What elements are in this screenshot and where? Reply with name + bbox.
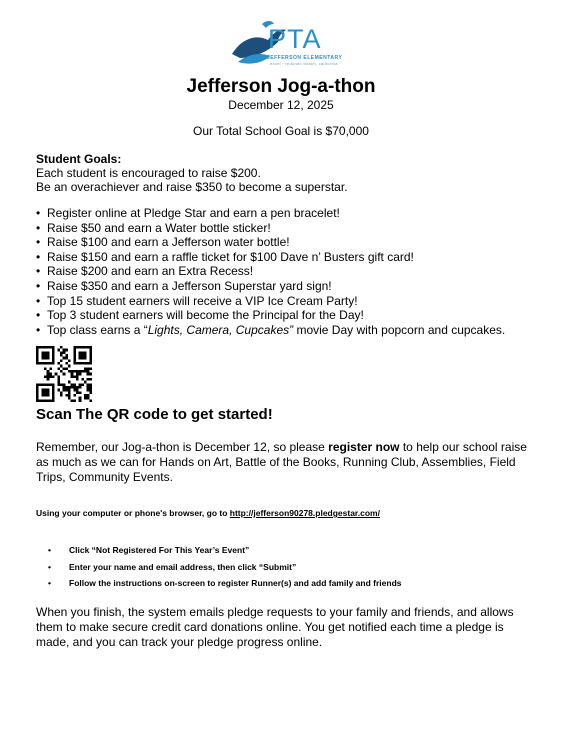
logo-text: PTA <box>268 24 322 54</box>
school-goal: Our Total School Goal is $70,000 <box>193 124 369 138</box>
prize-item: • Raise $200 and earn an Extra Recess! <box>36 264 505 279</box>
reminder-after: to help our school raise as much as we can for Hands on Art, Battle of the Books, Running Club, Assemblies, Field Trips, Community Events. <box>36 440 527 484</box>
register-now-text: register now <box>328 440 400 454</box>
student-goals-heading: Student Goals: <box>36 152 122 166</box>
prize-class-italic: Lights, Camera, Cupcakes” <box>147 322 294 337</box>
reminder-paragraph <box>36 440 536 485</box>
prize-item: • Raise $50 and earn a Water bottle sticker! <box>36 221 505 236</box>
prize-item: • Raise $100 and earn a Jefferson water bottle! <box>36 235 505 250</box>
prize-item-class <box>36 323 505 338</box>
page-title: Jefferson Jog-a-thon <box>186 76 376 97</box>
logo-subtitle: JEFFERSON ELEMENTARY <box>267 55 343 61</box>
usage-instruction <box>36 508 380 518</box>
prize-class-before: Top class earns a “ <box>47 322 148 337</box>
prize-item: • Raise $350 and earn a Jefferson Superstar yard sign! <box>36 279 505 294</box>
closing-paragraph: When you finish, the system emails pledge requests to your family and friends, and allows them to make secure credit card donations online. You get notified each time a pledge is made, and you can track your pledge progress online. <box>36 605 514 649</box>
prize-class-after: movie Day with popcorn and cupcakes. <box>293 322 506 337</box>
scan-heading: Scan The QR code to get started! <box>36 406 273 423</box>
usage-text: Using your computer or phone's browser, go to <box>36 508 230 518</box>
steps-list <box>48 542 402 592</box>
step-item: • Enter your name and email address, then click “Submit” <box>48 559 402 576</box>
step-item: • Click “Not Registered For This Year’s Event” <box>48 542 402 559</box>
prize-item: • Raise $150 and earn a raffle ticket for $100 Dave n’ Busters gift card! <box>36 250 505 265</box>
step-item: • Follow the instructions on-screen to register Runner(s) and add family and friends <box>48 575 402 592</box>
reminder-before: Remember, our Jog-a-thon is December 12, so please <box>36 440 329 454</box>
prize-item: • Top 15 student earners will receive a VIP Ice Cream Party! <box>36 294 505 309</box>
student-goal-line: Each student is encouraged to raise $200. <box>36 166 261 180</box>
prize-item: • Top 3 student earners will become the Principal for the Day! <box>36 308 505 323</box>
prize-list <box>36 206 505 337</box>
pledgestar-link[interactable]: http://jefferson90278.pledgestar.com/ <box>229 508 380 518</box>
prize-item: • Register online at Pledge Star and earn a pen bracelet! <box>36 206 505 221</box>
logo-tagline: excel · redondo beach, california <box>270 61 338 66</box>
qr-code[interactable] <box>36 346 92 402</box>
student-goal-line: Be an overachiever and raise $350 to become a superstar. <box>36 180 348 194</box>
event-date: December 12, 2025 <box>228 98 334 112</box>
